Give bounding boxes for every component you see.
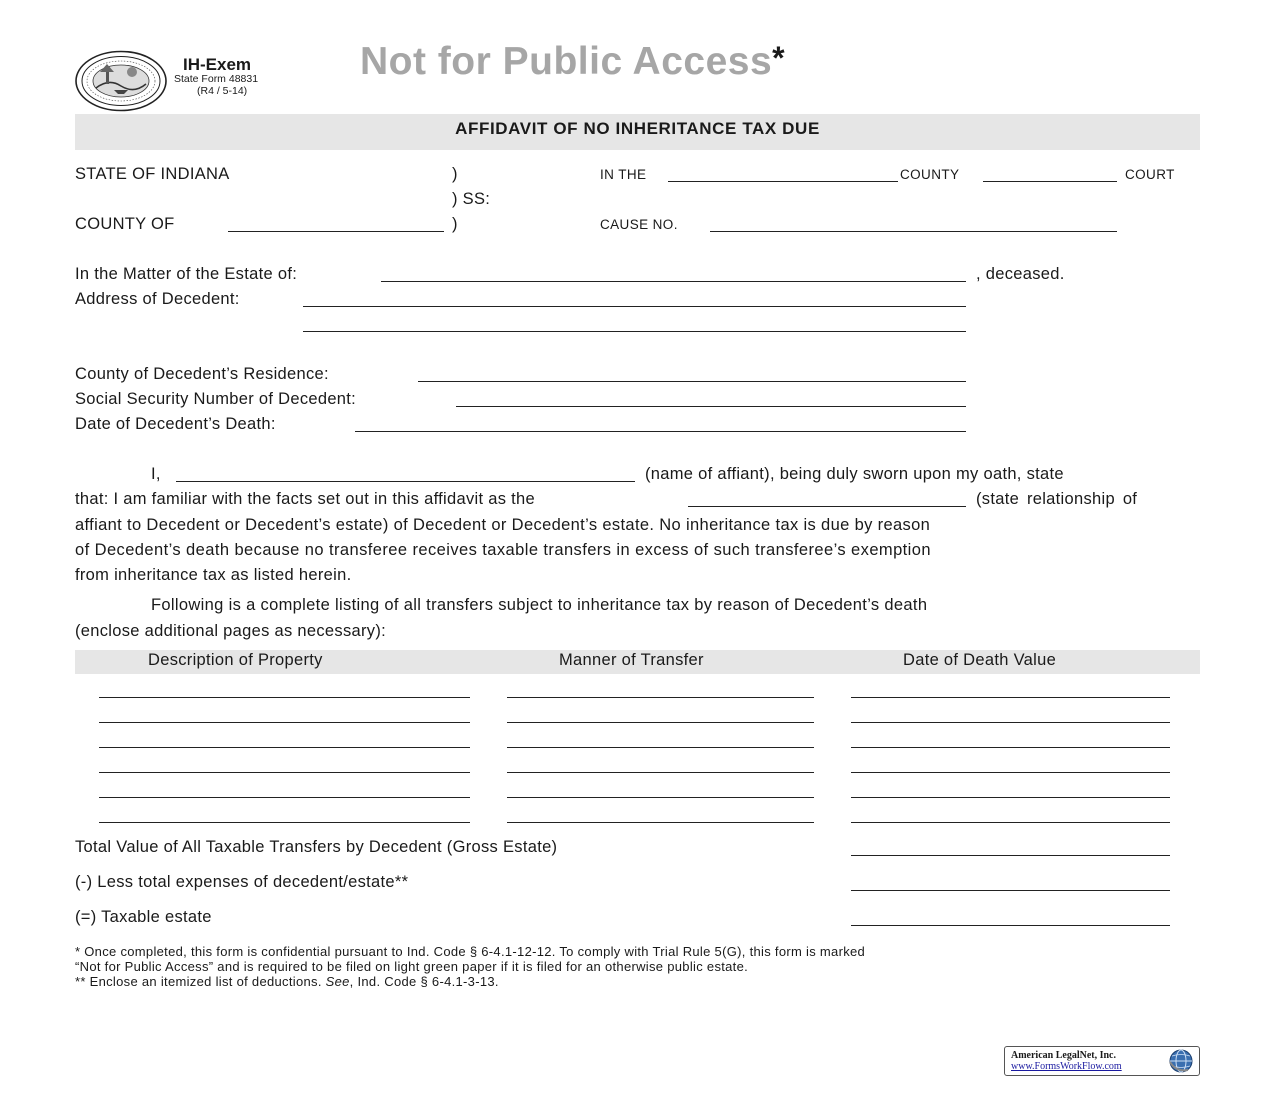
footnote-line-3-b: , Ind. Code § 6-4.1-3-13. <box>349 974 499 989</box>
relationship-blank[interactable] <box>688 506 966 507</box>
ssn-label: Social Security Number of Decedent: <box>75 390 357 408</box>
county-court-blank[interactable] <box>983 181 1117 182</box>
form-revision: (R4 / 5-14) <box>197 85 248 97</box>
taxable-estate-label: (=) Taxable estate <box>75 908 212 926</box>
gross-estate-label: Total Value of All Taxable Transfers by Decedent (Gross Estate) <box>75 838 558 856</box>
row-1-value-blank[interactable] <box>851 697 1170 698</box>
county-of-blank[interactable] <box>228 231 444 232</box>
address-label: Address of Decedent: <box>75 290 240 308</box>
col-header-value: Date of Death Value <box>903 651 1057 669</box>
branding-company: American LegalNet, Inc. <box>1011 1050 1116 1061</box>
row-6-description-blank[interactable] <box>99 822 470 823</box>
county-residence-blank[interactable] <box>418 381 966 382</box>
address-blank-1[interactable] <box>303 306 966 307</box>
row-1-description-blank[interactable] <box>99 697 470 698</box>
row-1-manner-blank[interactable] <box>507 697 814 698</box>
caption-paren-1: ) <box>452 165 458 183</box>
footnote-line-3-a: ** Enclose an itemized list of deductions. <box>75 974 326 989</box>
row-3-description-blank[interactable] <box>99 747 470 748</box>
in-the-blank[interactable] <box>668 181 898 182</box>
row-4-value-blank[interactable] <box>851 772 1170 773</box>
ssn-blank[interactable] <box>456 406 966 407</box>
footnote-line-2: “Not for Public Access” and is required to be filed on light green paper if it is filed for an otherwise public estate. <box>75 959 749 974</box>
county-residence-label: County of Decedent’s Residence: <box>75 365 329 383</box>
row-6-value-blank[interactable] <box>851 822 1170 823</box>
estate-name-blank[interactable] <box>381 281 966 282</box>
row-4-manner-blank[interactable] <box>507 772 814 773</box>
row-2-description-blank[interactable] <box>99 722 470 723</box>
caption-paren-3: ) <box>452 215 458 233</box>
globe-icon <box>1168 1048 1194 1074</box>
footnote-line-3 <box>75 974 499 989</box>
col-header-description: Description of Property <box>148 651 323 669</box>
listing-line-1: Following is a complete listing of all transfers subject to inheritance tax by reason of Decedent’s death <box>151 596 928 614</box>
deceased-label: , deceased. <box>976 265 1065 283</box>
less-expenses-blank[interactable] <box>851 890 1170 891</box>
affidavit-line-3 <box>75 513 1200 538</box>
estate-of-label: In the Matter of the Estate of: <box>75 265 298 283</box>
heading-asterisk: * <box>772 40 786 76</box>
row-3-value-blank[interactable] <box>851 747 1170 748</box>
state-of-indiana: STATE OF INDIANA <box>75 165 230 183</box>
affidavit-line-3-text: affiant to Decedent or Decedent’s estate) of Decedent or Decedent’s estate. No inheritance tax is due by reason <box>75 516 931 534</box>
county-of-label: COUNTY OF <box>75 215 175 233</box>
row-6-manner-blank[interactable] <box>507 822 814 823</box>
gross-estate-blank[interactable] <box>851 855 1170 856</box>
branding-url[interactable]: www.FormsWorkFlow.com <box>1011 1061 1122 1072</box>
listing-line-2: (enclose additional pages as necessary): <box>75 622 387 640</box>
footnote-see: See <box>325 974 350 989</box>
affidavit-line-4: of Decedent’s death because no transferee receives taxable transfers in excess of such transferee’s exemption <box>75 541 931 559</box>
taxable-estate-blank[interactable] <box>851 925 1170 926</box>
address-blank-2[interactable] <box>303 331 966 332</box>
affidavit-line-2-head: that: I am familiar with the facts set out in this affidavit as the <box>75 490 535 508</box>
county-label: COUNTY <box>900 167 960 182</box>
col-header-manner: Manner of Transfer <box>559 651 704 669</box>
less-expenses-label: (-) Less total expenses of decedent/estate** <box>75 873 409 891</box>
row-4-description-blank[interactable] <box>99 772 470 773</box>
branding-badge <box>1004 1046 1200 1076</box>
cause-no-label: CAUSE NO. <box>600 217 678 232</box>
ss-label: ) SS: <box>452 190 491 208</box>
death-date-label: Date of Decedent’s Death: <box>75 415 276 433</box>
affiant-i: I, <box>151 465 161 483</box>
row-5-manner-blank[interactable] <box>507 797 814 798</box>
row-3-manner-blank[interactable] <box>507 747 814 748</box>
form-code: IH-Exem <box>183 55 252 74</box>
row-2-manner-blank[interactable] <box>507 722 814 723</box>
cause-no-blank[interactable] <box>710 231 1117 232</box>
death-date-blank[interactable] <box>355 431 966 432</box>
row-2-value-blank[interactable] <box>851 722 1170 723</box>
not-for-public-access-heading <box>360 40 785 84</box>
state-form-number: State Form 48831 <box>174 73 259 85</box>
in-the-label: IN THE <box>600 167 647 182</box>
form-title: AFFIDAVIT OF NO INHERITANCE TAX DUE <box>455 119 820 138</box>
heading-text: Not for Public Access <box>360 40 773 83</box>
row-5-description-blank[interactable] <box>99 797 470 798</box>
row-5-value-blank[interactable] <box>851 797 1170 798</box>
affidavit-line-1-tail: (name of affiant), being duly sworn upon my oath, state <box>645 465 1064 483</box>
affidavit-line-2-tail: (state relationship of <box>976 490 1138 508</box>
affidavit-line-5: from inheritance tax as listed herein. <box>75 566 352 584</box>
state-seal <box>74 50 168 112</box>
court-label: COURT <box>1125 167 1175 182</box>
affiant-name-blank[interactable] <box>176 481 635 482</box>
footnote-line-1: * Once completed, this form is confidential pursuant to Ind. Code § 6-4.1-12-12. To comply with Trial Rule 5(G), this form is marked <box>75 944 866 959</box>
